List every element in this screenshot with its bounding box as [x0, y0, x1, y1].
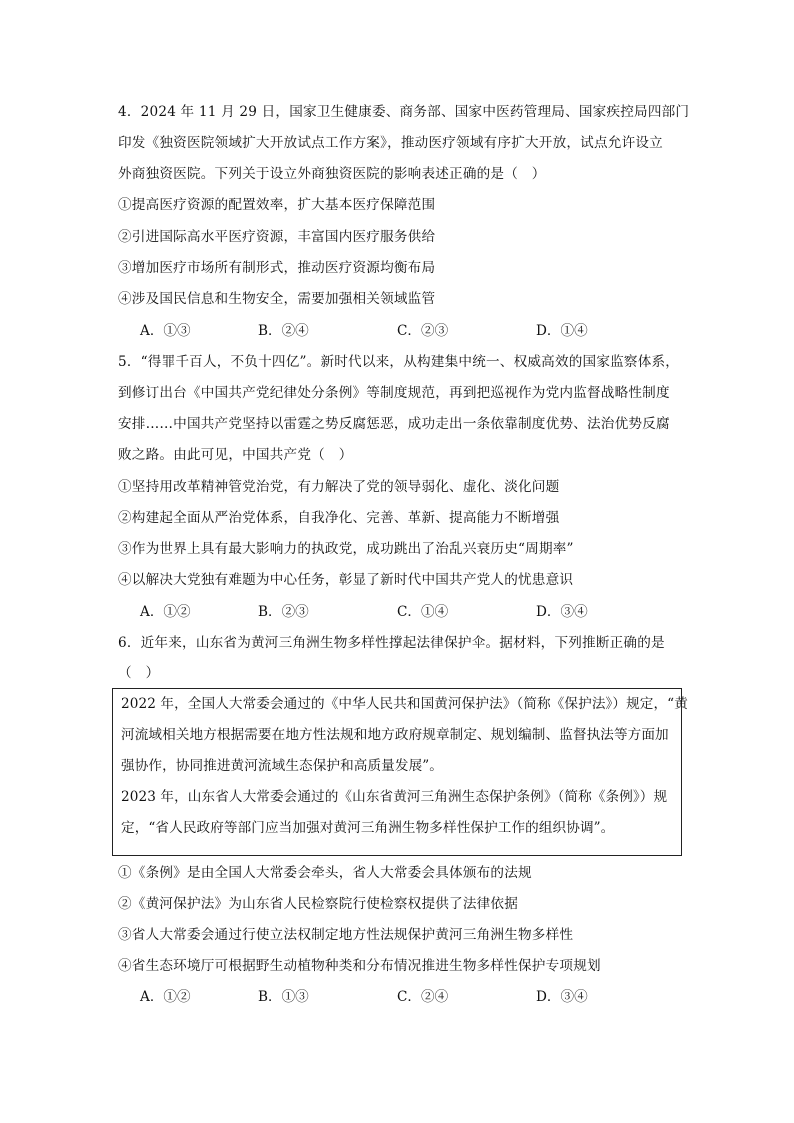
- q4-option-b[interactable]: B．②④: [258, 323, 309, 339]
- q6-material-line-2: 河流域相关地方根据需要在地方性法规和地方政府规章制定、规划编制、监督执法等方面加: [121, 727, 669, 743]
- q6-option-c[interactable]: C．②④: [397, 989, 449, 1005]
- q5-statement-3: ③作为世界上具有最大影响力的执政党，成功跳出了治乱兴衰历史“周期率”: [118, 541, 574, 557]
- q6-material-line-5: 定，“省人民政府等部门应当加强对黄河三角洲生物多样性保护工作的组织协调”。: [121, 820, 615, 836]
- q6-statement-3: ③省人大常委会通过行使立法权制定地方性法规保护黄河三角洲生物多样性: [118, 927, 574, 943]
- q5-option-c[interactable]: C．①④: [397, 604, 449, 620]
- q5-stem-line-1: 5．“得罪千百人，不负十四亿”。新时代以来，从构建集中统一、权威高效的国家监察体系，: [118, 354, 680, 370]
- q6-material-box: [112, 688, 688, 856]
- q4-stem-line-1: 4．2024 年 11 月 29 日，国家卫生健康委、商务部、国家中医药管理局、国家疾控局四部门: [118, 104, 690, 120]
- q4-option-d[interactable]: D．①④: [536, 323, 588, 339]
- q5-statement-1: ①坚持用改革精神管党治党，有力解决了党的领导弱化、虚化、淡化问题: [118, 479, 560, 495]
- q5-stem-line-2: 到修订出台《中国共产党纪律处分条例》等制度规范，再到把巡视作为党内监督战略性制度: [118, 385, 670, 401]
- q4-option-a[interactable]: A．①③: [140, 323, 191, 339]
- q5-option-a[interactable]: A．①②: [140, 604, 191, 620]
- q5-option-b[interactable]: B．②③: [258, 604, 309, 620]
- q4-statement-1: ①提高医疗资源的配置效率，扩大基本医疗保障范围: [118, 197, 436, 213]
- q6-material-line-1: 2022 年，全国人大常委会通过的《中华人民共和国黄河保护法》（简称《保护法》）规定，“黄: [121, 696, 688, 712]
- q6-material-line-3: 强协作，协同推进黄河流域生态保护和高质量发展”。: [121, 758, 444, 774]
- q4-stem-line-2: 印发《独资医院领域扩大开放试点工作方案》，推动医疗领域有序扩大开放，试点允许设立: [118, 135, 663, 151]
- q4-option-c[interactable]: C．②③: [397, 323, 449, 339]
- q4-stem-line-3: 外商独资医院。下列关于设立外商独资医院的影响表述正确的是（ ）: [118, 166, 546, 182]
- q6-option-a[interactable]: A．①②: [140, 989, 191, 1005]
- q5-statement-4: ④以解决大党独有难题为中心任务，彰显了新时代中国共产党人的忧患意识: [118, 572, 574, 588]
- q4-statement-4: ④涉及国民信息和生物安全，需要加强相关领域监管: [118, 291, 436, 307]
- q5-stem-line-3: 安排……中国共产党坚持以雷霆之势反腐惩恶，成功走出一条依靠制度优势、法治优势反腐: [118, 416, 670, 432]
- q5-option-d[interactable]: D．③④: [536, 604, 588, 620]
- q5-stem-line-4: 败之路。由此可见，中国共产党（ ）: [118, 447, 353, 463]
- q6-material-line-4: 2023 年，山东省人大常委会通过的《山东省黄河三角洲生态保护条例》（简称《条例》）规: [121, 789, 668, 805]
- q6-statement-1: ①《条例》是由全国人大常委会牵头，省人大常委会具体颁布的法规: [118, 865, 532, 881]
- q6-statement-2: ②《黄河保护法》为山东省人民检察院行使检察权提供了法律依据: [118, 896, 519, 912]
- q6-stem-line-2: （ ）: [118, 665, 160, 681]
- q5-statement-2: ②构建起全面从严治党体系，自我净化、完善、革新、提高能力不断增强: [118, 510, 560, 526]
- q4-statement-2: ②引进国际高水平医疗资源，丰富国内医疗服务供给: [118, 229, 436, 245]
- q6-stem-line-1: 6．近年来，山东省为黄河三角洲生物多样性撑起法律保护伞。据材料，下列推断正确的是: [118, 635, 665, 651]
- q6-option-d[interactable]: D．③④: [536, 989, 588, 1005]
- q4-statement-3: ③增加医疗市场所有制形式，推动医疗资源均衡布局: [118, 260, 436, 276]
- q6-option-b[interactable]: B．①③: [258, 989, 309, 1005]
- q6-statement-4: ④省生态环境厅可根据野生动植物种类和分布情况推进生物多样性保护专项规划: [118, 958, 601, 974]
